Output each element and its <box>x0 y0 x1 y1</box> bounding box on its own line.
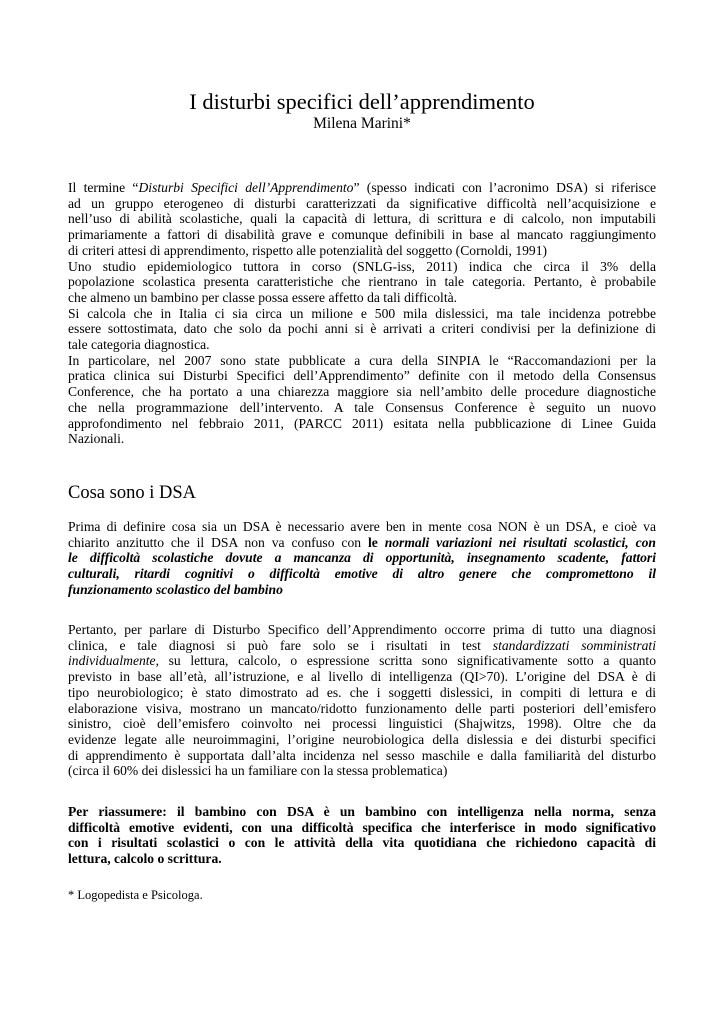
text-line: Nazionali. <box>68 431 125 447</box>
text-line: di criteri attesi di apprendimento, rispetto alle potenzialità del soggetto (Cornoldi, 1991) <box>68 242 548 258</box>
text-line: difficoltà emotive evidenti, con una difficoltà specifica che interferisce in modo significativo <box>68 819 656 835</box>
text-line: essere sottostimata, dato che solo da pochi anni si è arrivati a criteri condivisi per la definizione di <box>68 321 656 337</box>
text-line: sinistro, cioè dell’emisfero coinvolto nei processi linguistici (Shajwitzs, 1998). Oltre che da <box>68 716 656 732</box>
document-title: I disturbi specifici dell’apprendimento <box>189 89 535 114</box>
text-line: Per riassumere: il bambino con DSA è un bambino con intelligenza nella norma, senza <box>68 804 656 819</box>
text-line: Il termine “Disturbi Specifici dell’Apprendimento” (spesso indicati con l’acronimo DSA) si riferisce <box>68 180 657 195</box>
text-line: In particolare, nel 2007 sono state pubblicate a cura della SINPIA le “Raccomandazioni per la <box>68 352 656 368</box>
text-line: Uno studio epidemiologico tuttora in corso (SNLG-iss, 2011) indica che circa il 3% della <box>68 258 656 274</box>
italic-term: Disturbi Specifici dell’Apprendimento <box>138 180 354 195</box>
text-line: (circa il 60% dei dislessici ha un familiare con la stessa problematica) <box>68 763 448 779</box>
text-line: Pertanto, per parlare di Disturbo Specifico dell’Apprendimento occorre prima di tutto una diagnosi <box>68 622 656 637</box>
text-line: funzionamento scolastico del bambino <box>68 581 283 597</box>
text-line: di apprendimento è supportata dall’alta incidenza nel sesso maschile e dalla familiarità del disturbo <box>68 747 656 763</box>
text-line: tale categoria diagnostica. <box>68 337 210 353</box>
text-line: chiarito anzitutto che il DSA non va confuso con le normali variazioni nei risultati scolastici, con <box>68 534 656 550</box>
text-line: popolazione scolastica presenta caratteristiche che rientrano in tale categoria. Pertanto, è probabile <box>68 274 656 290</box>
text-line: previsto in base all’età, all’istruzione, e al livello di intelligenza (QI>70). L’origine del DSA è di <box>68 669 656 685</box>
section-heading: Cosa sono i DSA <box>68 483 196 503</box>
text-line: le difficoltà scolastiche dovute a mancanza di opportunità, insegnamento scadente, fattori <box>68 550 656 566</box>
text-line: primariamente a fattori di disabilità grave e comunque definibili in base al mancato raggiungimento <box>68 227 656 243</box>
text-line: approfondimento nel febbraio 2011, (PARCC 2011) esitata nella pubblicazione di Linee Guida <box>68 415 656 431</box>
text-line: lettura, calcolo o scrittura. <box>68 851 222 867</box>
text-line: Conference, che ha portato a una chiarezza maggiore sia nell’ambito delle procedure diagnostiche <box>68 384 656 400</box>
text-line: pratica clinica sui Disturbi Specifici dell’Apprendimento” definite con il metodo della Consensus <box>68 368 656 384</box>
text-line: Si calcola che in Italia ci sia circa un milione e 500 mila dislessici, ma tale incidenza potrebbe <box>68 305 656 321</box>
definition-paragraph <box>68 519 656 598</box>
text-line: nell’uso di abilità scolastiche, quali la capacità di lettura, di scrittura e di calcolo, non imputabili <box>68 211 656 227</box>
summary-paragraph <box>68 804 656 867</box>
author-name: Milena Marini* <box>313 115 411 132</box>
text-line: individualmente, su lettura, calcolo, o espressione scritta sono significativamente sotto a quanto <box>68 653 656 669</box>
footnote: * Logopedista e Psicologa. <box>68 888 203 902</box>
diagnosis-paragraph <box>68 622 656 779</box>
text-line: che nella programmazione dell’intervento. A tale Consensus Conference è seguito un nuovo <box>68 399 656 415</box>
text-line: tipo neurobiologico; è stato dimostrato ad es. che i soggetti dislessici, in compiti di lettura e di <box>68 684 656 700</box>
text-line: clinica, e tale diagnosi si può fare solo se i risultati in test standardizzati somministrati <box>68 637 656 653</box>
text-line: Prima di definire cosa sia un DSA è necessario avere ben in mente cosa NON è un DSA, e cioè va <box>68 519 656 534</box>
text-line: evidenze legate alle neuroimmagini, l’origine neurobiologica della dislessia e dei disturbi specifici <box>68 731 656 747</box>
intro-paragraph-1 <box>68 180 656 447</box>
text-line: elaborazione visiva, mostrano un mancato/ridotto funzionamento delle parti posteriori dell’emisfero <box>68 700 656 716</box>
text-line: culturali, ritardi cognitivi o difficoltà emotive di altro genere che compromettono il <box>68 566 656 582</box>
text-line: con i risultati scolastici o con le attività della vita quotidiana che richiedono capacità di <box>68 835 656 851</box>
text-line: ad un gruppo eterogeneo di disturbi caratterizzati da significative difficoltà nell’acquisizione e <box>68 195 656 211</box>
text-line: che almeno un bambino per classe possa essere affetto da tali difficoltà. <box>68 289 458 305</box>
